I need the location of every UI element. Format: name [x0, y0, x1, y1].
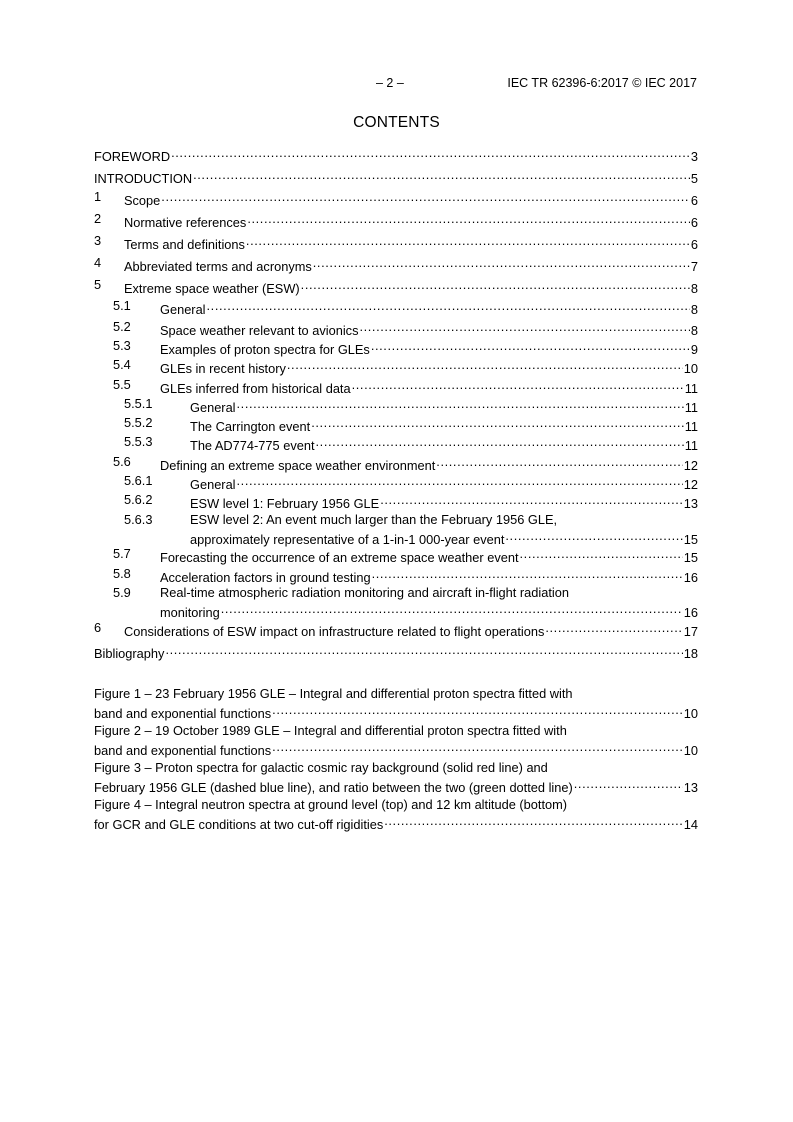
figure-entry[interactable] [94, 760, 698, 795]
toc-entry-title: Defining an extreme space weather environment [160, 458, 436, 473]
figure-entry-page: 10 [683, 743, 698, 758]
toc-entry[interactable] [94, 277, 698, 296]
toc-entry-page: 6 [690, 215, 698, 230]
toc-entry[interactable] [94, 167, 698, 186]
toc-entry-number: 5.3 [113, 338, 131, 353]
toc-entry-number: 6 [94, 620, 102, 635]
toc-entry-title: Real-time atmospheric radiation monitoring and aircraft in-flight radiation [160, 585, 569, 600]
dot-leader [311, 415, 683, 431]
dot-leader [221, 601, 683, 617]
toc-entry-page: 15 [683, 550, 698, 565]
dot-leader [246, 233, 690, 249]
figure-entry-title: Figure 3 – Proton spectra for galactic cosmic ray background (solid red line) and [94, 760, 548, 775]
dot-leader [359, 319, 689, 335]
toc-entry-title: Abbreviated terms and acronyms [124, 259, 312, 274]
toc-entry[interactable] [94, 620, 698, 639]
toc-entry-title: GLEs in recent history [160, 361, 286, 376]
toc-entry-title: Scope [124, 193, 161, 208]
toc-entry-title: The Carrington event [190, 419, 311, 434]
page-title: CONTENTS [353, 114, 440, 131]
toc-entry[interactable] [94, 415, 698, 434]
toc-entry[interactable] [94, 396, 698, 415]
toc-entry-page: 6 [690, 237, 698, 252]
toc-entry-number: 5 [94, 277, 102, 292]
toc-entry-page: 9 [690, 342, 698, 357]
standard-reference: IEC TR 62396-6:2017 © IEC 2017 [507, 76, 697, 90]
toc-entry-title: INTRODUCTION [94, 171, 193, 186]
toc-entry-page: 5 [690, 171, 698, 186]
toc-entry[interactable] [94, 338, 698, 357]
toc-entry-number: 5.4 [113, 357, 131, 372]
toc-entry-number: 5.6 [113, 454, 131, 469]
toc-entry[interactable] [94, 357, 698, 376]
toc-entry-title: GLEs inferred from historical data [160, 381, 351, 396]
toc-entry-title: Forecasting the occurrence of an extreme space weather event [160, 550, 519, 565]
toc-entry-title: The AD774-775 event [190, 438, 315, 453]
toc-entry-page: 10 [683, 361, 698, 376]
dot-leader [171, 145, 690, 161]
figure-entry[interactable] [94, 723, 698, 758]
toc-entry-title: General [160, 302, 206, 317]
dot-leader [520, 546, 683, 562]
page-header [0, 76, 793, 92]
toc-entry[interactable] [94, 377, 698, 396]
toc-entry[interactable] [94, 298, 698, 317]
toc-entry[interactable] [94, 492, 698, 511]
toc-entry-page: 12 [683, 458, 698, 473]
toc-entry-title: ESW level 1: February 1956 GLE [190, 496, 380, 511]
toc-entry-page: 11 [684, 381, 698, 396]
dot-leader [545, 620, 682, 636]
toc-entry-number: 5.8 [113, 566, 131, 581]
toc-entry-title: Considerations of ESW impact on infrastructure related to flight operations [124, 624, 545, 639]
toc-entry-number: 5.6.1 [124, 473, 153, 488]
toc-entry-number: 3 [94, 233, 102, 248]
toc-entry-title-continued: approximately representative of a 1-in-1 000-year event [190, 532, 505, 547]
dot-leader [237, 396, 684, 412]
toc-entry-page: 7 [690, 259, 698, 274]
toc-entry-number: 1 [94, 189, 102, 204]
dot-leader [207, 298, 690, 314]
toc-entry-number: 5.5 [113, 377, 131, 392]
toc-entry-page: 17 [683, 624, 698, 639]
toc-entry-page: 16 [683, 605, 698, 620]
dot-leader [372, 566, 683, 582]
toc-entry-title: Space weather relevant to avionics [160, 323, 359, 338]
figure-entry-title: Figure 2 – 19 October 1989 GLE – Integral and differential proton spectra fitted with [94, 723, 567, 738]
toc-entry-page: 11 [684, 438, 698, 453]
toc-entry-number: 5.2 [113, 319, 131, 334]
toc-entry-title: Acceleration factors in ground testing [160, 570, 371, 585]
toc-entry-number: 5.5.2 [124, 415, 153, 430]
toc-entry-number: 5.6.2 [124, 492, 153, 507]
toc-entry-title: General [190, 400, 236, 415]
dot-leader [193, 167, 690, 183]
figure-entry-title: Figure 4 – Integral neutron spectra at ground level (top) and 12 km altitude (bottom) [94, 797, 568, 812]
toc-entry-title: Normative references [124, 215, 247, 230]
toc-entry[interactable] [94, 566, 698, 585]
toc-entry-number: 2 [94, 211, 102, 226]
toc-entry-page: 11 [684, 400, 698, 415]
figure-entry-page: 10 [683, 706, 698, 721]
toc-entry[interactable] [94, 189, 698, 208]
toc-entry-title: Extreme space weather (ESW) [124, 281, 300, 296]
figure-entry-title-continued: February 1956 GLE (dashed blue line), and ratio between the two (green dotted line) [94, 780, 573, 795]
toc-entry[interactable] [94, 434, 698, 453]
toc-entry-page: 8 [690, 323, 698, 338]
dot-leader [574, 776, 683, 792]
page-number: – 2 – [376, 76, 404, 90]
dot-leader [272, 702, 683, 718]
toc-entry-title: Examples of proton spectra for GLEs [160, 342, 370, 357]
dot-leader [247, 211, 690, 227]
dot-leader [272, 739, 683, 755]
toc-entry-title: ESW level 2: An event much larger than the February 1956 GLE, [190, 512, 558, 527]
toc-entry[interactable] [94, 642, 698, 661]
toc-entry[interactable] [94, 211, 698, 230]
dot-leader [301, 277, 690, 293]
toc-entry[interactable] [94, 233, 698, 252]
figure-entry[interactable] [94, 797, 698, 832]
dot-leader [161, 189, 690, 205]
figure-entry-title-continued: band and exponential functions [94, 706, 272, 721]
toc-entry[interactable] [94, 512, 698, 547]
dot-leader [316, 434, 684, 450]
toc-entry-title: General [190, 477, 236, 492]
toc-entry-page: 15 [683, 532, 698, 547]
toc-entry-page: 16 [683, 570, 698, 585]
toc-entry[interactable] [94, 319, 698, 338]
figure-entry-page: 14 [683, 817, 698, 832]
toc-entry-page: 12 [683, 477, 698, 492]
toc-entry-number: 4 [94, 255, 102, 270]
dot-leader [165, 642, 682, 658]
toc-entry-page: 6 [690, 193, 698, 208]
dot-leader [384, 813, 683, 829]
toc-entry[interactable] [94, 454, 698, 473]
dot-leader [505, 528, 682, 544]
toc-entry-page: 3 [690, 149, 698, 164]
toc-entry-title: Bibliography [94, 646, 165, 661]
figure-entry[interactable] [94, 686, 698, 721]
figure-entry-page: 13 [683, 780, 698, 795]
toc-entry-title: FOREWORD [94, 149, 171, 164]
toc-entry-page: 18 [683, 646, 698, 661]
toc-entry-number: 5.9 [113, 585, 131, 600]
toc-entry-title: Terms and definitions [124, 237, 245, 252]
toc-entry-page: 8 [690, 302, 698, 317]
figure-entry-title: Figure 1 – 23 February 1956 GLE – Integral and differential proton spectra fitted with [94, 686, 573, 701]
toc-entry-number: 5.7 [113, 546, 131, 561]
dot-leader [287, 357, 683, 373]
toc-entry-page: 8 [690, 281, 698, 296]
dot-leader [352, 377, 684, 393]
toc-entry[interactable] [94, 585, 698, 620]
dot-leader [436, 454, 682, 470]
dot-leader [237, 473, 683, 489]
dot-leader [313, 255, 690, 271]
toc-entry-number: 5.6.3 [124, 512, 153, 527]
figure-entry-title-continued: for GCR and GLE conditions at two cut-off rigidities [94, 817, 384, 832]
dot-leader [371, 338, 690, 354]
toc-entry[interactable] [94, 145, 698, 164]
toc-entry[interactable] [94, 473, 698, 492]
toc-entry-number: 5.5.3 [124, 434, 153, 449]
figure-entry-title-continued: band and exponential functions [94, 743, 272, 758]
toc-entry-number: 5.1 [113, 298, 131, 313]
toc-entry[interactable] [94, 546, 698, 565]
toc-entry-number: 5.5.1 [124, 396, 153, 411]
toc-entry[interactable] [94, 255, 698, 274]
dot-leader [380, 492, 683, 508]
toc-entry-page: 13 [683, 496, 698, 511]
toc-entry-page: 11 [684, 419, 698, 434]
toc-entry-title-continued: monitoring [160, 605, 220, 620]
